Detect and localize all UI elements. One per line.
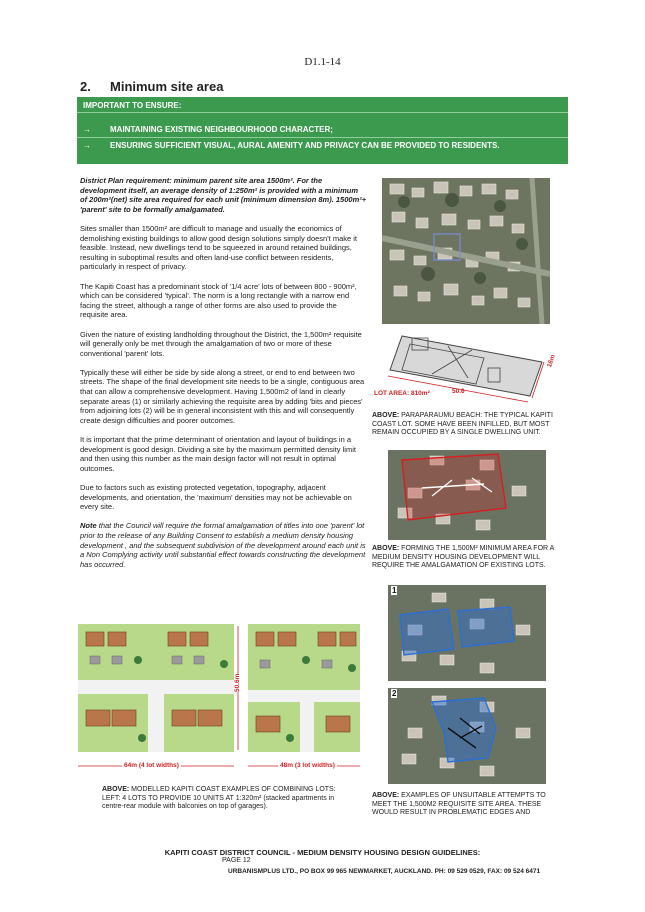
- caption-3-line-2: LEFT: 4 LOTS TO PROVIDE 10 UNITS AT 1:320m² (stacked apartments in centre-rear module with balconies on top of garages).: [102, 794, 335, 810]
- caption-2-lead: ABOVE:: [372, 545, 400, 552]
- site-right-width-label: 48m (3 lot widths): [280, 762, 335, 769]
- caption-modelled-examples: [102, 786, 342, 812]
- paragraph-2: The Kapiti Coast has a predominant stock of '1/4 acre' lots of between 800 - 900m², which can be considered 'typical'. The norm is a long rectangle with a narrow end facing the street, although a range of other forms are also used to provide the requisite area.: [80, 281, 357, 320]
- note-lead: Note: [80, 521, 97, 531]
- caption-unsuitable: [372, 792, 562, 818]
- aerial-photo-paraparaumu: [382, 178, 550, 324]
- paragraph-5: It is important that the prime determinant of orientation and layout of buildings in a development is good design. Dividing a site by the maximum permitted density limit and then using this number as the main design factor will not result in optimal outcomes.: [80, 435, 356, 473]
- aerial-photo-example-1: [388, 585, 546, 681]
- caption-4-lead: ABOVE:: [372, 792, 400, 799]
- important-item-1: [83, 125, 333, 134]
- lot-depth-label: 16m: [546, 353, 558, 369]
- caption-amalgamation: [372, 545, 558, 571]
- footer-page-number: PAGE 12: [222, 857, 251, 864]
- caption-1-text: PARAPARAUMU BEACH: THE TYPICAL KAPITI COAST LOT. SOME HAVE BEEN INFILLED, BUT MOST REMAIN OCCUPIED BY A SINGLE DWELLING UNIT.: [372, 412, 553, 436]
- paragraph-3: Given the nature of existing landholding throughout the District, the 1,500m² requisite will generally only be met through the amalgamation of two or more of these conventional 'parent' lots.: [80, 329, 362, 358]
- arrow-right-icon: →: [83, 141, 91, 150]
- caption-3-lead: ABOVE:: [102, 786, 130, 793]
- caption-3-text: MODELLED KAPITI COAST EXAMPLES OF COMBINING LOTS:: [129, 786, 336, 793]
- lot-area-label: LOT AREA: 810m²: [374, 390, 430, 397]
- example-2-marker: 2: [392, 689, 397, 698]
- example-1-marker: 1: [392, 586, 397, 595]
- section-number: 2.: [80, 79, 91, 94]
- paragraph-4: Typically these will either be side by side along a street, or end to end between two streets. The shape of the final development site needs to be a single, contiguous area that can allow a comprehensive development. Having 1,500m2 of land in clearly separate areas (1) or similarly achieving the requisite area by adding 'bits and pieces' from adjoining lots (2) will be in general inconsistent with this and will consequently create design difficulties and poorer outcomes.: [80, 367, 365, 425]
- footer-title: KAPITI COAST DISTRICT COUNCIL - MEDIUM DENSITY HOUSING DESIGN GUIDELINES:: [164, 848, 481, 857]
- important-box: [77, 97, 568, 164]
- site-depth-label: 50.6m: [234, 673, 241, 692]
- section-title-text: Minimum site area: [110, 79, 224, 94]
- aerial-photo-example-2: [388, 688, 546, 784]
- important-heading: IMPORTANT TO ENSURE:: [77, 97, 568, 113]
- page-reference: D1.1-14: [304, 56, 341, 68]
- important-item-2-text: ENSURING SUFFICIENT VISUAL, AURAL AMENITY AND PRIVACY CAN BE PROVIDED TO RESIDENTS.: [110, 141, 500, 150]
- caption-4-text: EXAMPLES OF UNSUITABLE ATTEMPTS TO MEET THE 1,500M2 REQUISITE SITE AREA. THESE WOULD RESULT IN PROBLEMATIC EDGES AND: [372, 792, 546, 816]
- section-title: [80, 79, 223, 94]
- important-divider: [77, 137, 568, 138]
- caption-1-lead: ABOVE:: [372, 412, 400, 419]
- body-text-column: [80, 176, 367, 579]
- paragraph-1: Sites smaller than 1500m² are difficult to manage and usually the economics of demolishing existing buildings to allow good design solutions simply doesn't make it feasible. Instead, new dwellings tend to be squeezed in around retained buildings, resulting in suboptimal results and often land-use conflict between residents, particularly in respect of privacy.: [80, 223, 358, 272]
- lot-diagram: [372, 326, 556, 408]
- site-plans-figure: [78, 620, 364, 780]
- caption-typical-lot: [372, 412, 558, 438]
- important-item-2: [83, 141, 500, 150]
- lot-width-label: 50.6: [452, 388, 465, 395]
- footer-credit: URBANISMPLUS LTD., PO BOX 99 965 NEWMARKET, AUCKLAND. PH: 09 529 0529, FAX: 09 524 6471: [228, 868, 541, 875]
- arrow-right-icon: →: [83, 125, 91, 134]
- aerial-photo-amalgamation: [388, 450, 546, 540]
- note-text: that the Council will require the formal amalgamation of titles into one 'parent' lot prior to the release of any Building Consent to establish a medium density housing development , and the subsequent subdivision of the development around each unit is a Non Complying activity until substantial effect towards constructing the development has occurred.: [80, 521, 366, 569]
- note-paragraph: [80, 521, 367, 569]
- site-left-width-label: 64m (4 lot widths): [124, 762, 179, 769]
- important-item-1-text: MAINTAINING EXISTING NEIGHBOURHOOD CHARACTER;: [110, 125, 333, 134]
- caption-2-text: FORMING THE 1,500M² MINIMUM AREA FOR A MEDIUM DENSITY HOUSING DEVELOPMENT WILL REQUIRE THE AMALGAMATION OF EXISTING LOTS.: [372, 545, 554, 569]
- paragraph-6: Due to factors such as existing protected vegetation, topography, adjacent developments, and orientation, the 'maximum' densities may not be achievable on every site.: [80, 483, 352, 512]
- requirement-paragraph: District Plan requirement: minimum parent site area 1500m². For the development itself, an average density of 1:250m² is provided with a minimum of 200m²(net) site area required for each unit (minimum dimension 8m). 1500m²+ 'parent' site to be formally amalgamated.: [80, 176, 367, 214]
